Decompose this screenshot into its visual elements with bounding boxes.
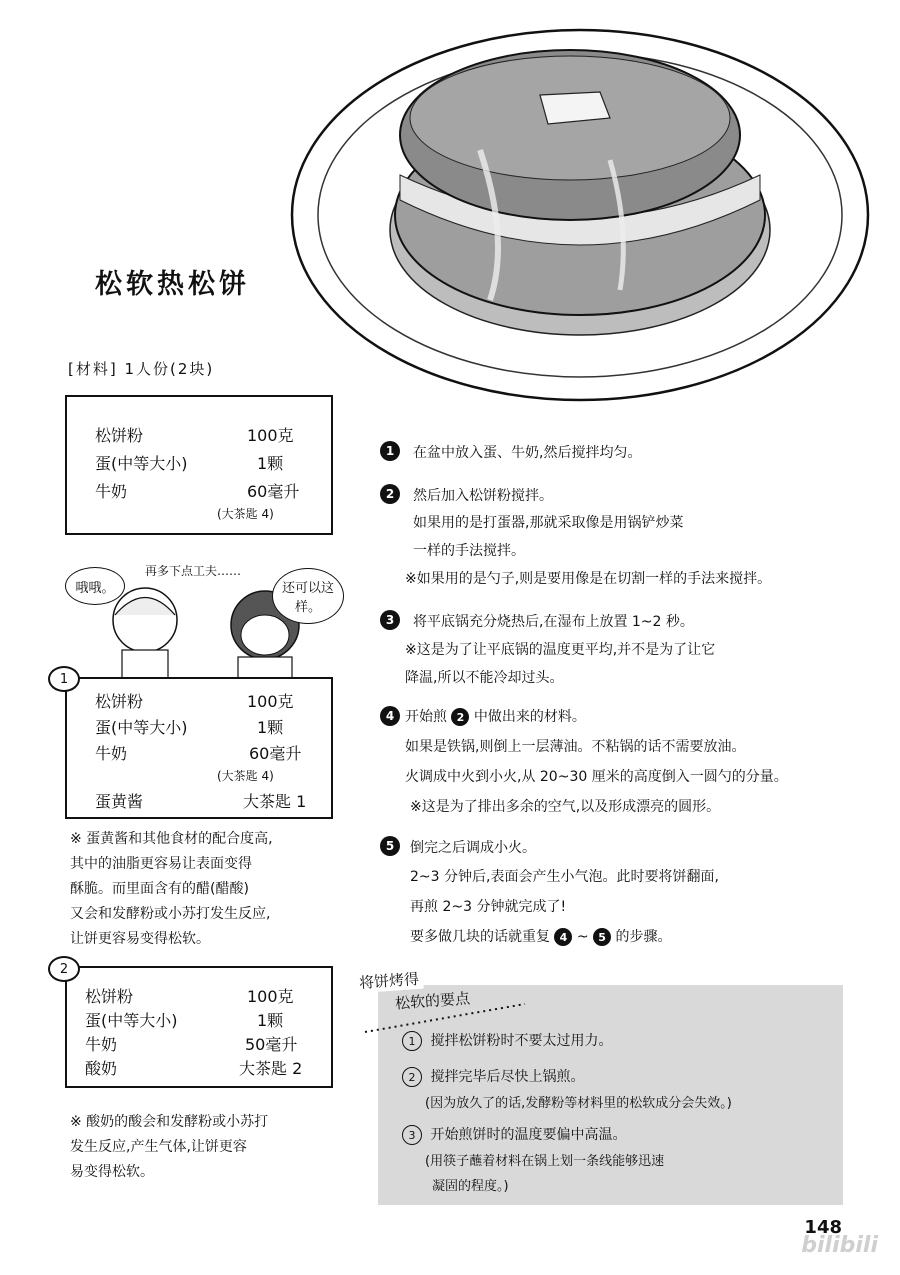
step-3-number: 3 bbox=[380, 610, 400, 630]
ingredient-name: 松饼粉 bbox=[95, 692, 144, 711]
step-2-text: 然后加入松饼粉搅拌。 bbox=[413, 488, 553, 504]
step-2-note: ※如果用的是勺子,则是要用像是在切割一样的手法来搅拌。 bbox=[405, 571, 772, 587]
step-4-number: 4 bbox=[380, 706, 400, 726]
tip-3 bbox=[402, 1124, 626, 1145]
step-5-line bbox=[410, 926, 672, 946]
ingredient-name: 牛奶 bbox=[95, 744, 128, 763]
ingredient-qty: 100克 bbox=[247, 426, 294, 445]
ingredient-name: 牛奶 bbox=[85, 1035, 118, 1054]
ingredient-name: 牛奶 bbox=[95, 482, 128, 501]
ingredient-sub: (大茶匙 4) bbox=[217, 507, 274, 521]
note-line: 易变得松软。 bbox=[70, 1164, 154, 1180]
variation-1-box bbox=[65, 677, 333, 819]
step-5-number: 5 bbox=[380, 836, 400, 856]
ingredient-qty: 100克 bbox=[247, 692, 294, 711]
watermark-logo: bilibili bbox=[801, 1233, 878, 1258]
step-5-tilde: ~ bbox=[576, 929, 589, 945]
step-4-text-tail: 中做出来的材料。 bbox=[473, 709, 586, 725]
note-line: 让饼更容易变得松软。 bbox=[70, 931, 210, 947]
variation-2-badge: 2 bbox=[48, 956, 80, 982]
note-line: 其中的油脂更容易让表面变得 bbox=[70, 856, 252, 872]
step-5-text: 要多做几块的话就重复 bbox=[410, 929, 550, 945]
step-3-note: ※这是为了让平底锅的温度更平均,并不是为了让它 bbox=[405, 642, 716, 658]
step-4-text: 如果是铁锅,则倒上一层薄油。不粘锅的话不需要放油。 bbox=[405, 739, 746, 755]
page-number: 148 bbox=[804, 1217, 842, 1238]
note-1 bbox=[70, 827, 345, 952]
pancake-illustration bbox=[280, 0, 890, 420]
tips-heading-line2: 松软的要点 bbox=[394, 989, 471, 1013]
ingredient-qty: 50毫升 bbox=[245, 1035, 298, 1054]
step-2-text: 如果用的是打蛋器,那就采取像是用锅铲炒菜 bbox=[413, 515, 684, 531]
step-4-text: 开始煎 bbox=[405, 709, 447, 725]
step-4-line bbox=[405, 706, 586, 726]
ingredient-qty: 1颗 bbox=[257, 454, 284, 473]
ingredient-name: 酸奶 bbox=[85, 1059, 118, 1078]
variation-2-box bbox=[65, 966, 333, 1088]
step-1-number: 1 bbox=[380, 441, 400, 461]
serving-label: [材料] 1人份(2块) bbox=[68, 360, 215, 378]
step-2-text: 一样的手法搅拌。 bbox=[413, 543, 525, 559]
ingredient-name: 蛋黄酱 bbox=[95, 792, 144, 811]
ingredient-name: 蛋(中等大小) bbox=[95, 454, 188, 473]
tip-text: 搅拌松饼粉时不要太过用力。 bbox=[430, 1033, 613, 1049]
step-3-note: 降温,所以不能冷却过头。 bbox=[405, 670, 564, 686]
note-2 bbox=[70, 1110, 345, 1185]
step-1-text: 在盆中放入蛋、牛奶,然后搅拌均匀。 bbox=[413, 445, 642, 461]
ingredient-qty: 大茶匙 2 bbox=[239, 1059, 303, 1078]
note-line: 酥脆。而里面含有的醋(醋酸) bbox=[70, 881, 249, 897]
ingredient-qty: 100克 bbox=[247, 987, 294, 1006]
tip-3-sub: 凝固的程度。) bbox=[432, 1179, 509, 1194]
ingredient-name: 蛋(中等大小) bbox=[95, 718, 188, 737]
tip-number: 3 bbox=[402, 1125, 422, 1145]
tip-text: 开始煎饼时的温度要偏中高温。 bbox=[430, 1127, 627, 1143]
step-4-note: ※这是为了排出多余的空气,以及形成漂亮的圆形。 bbox=[410, 799, 721, 815]
ingredient-name: 蛋(中等大小) bbox=[85, 1011, 178, 1030]
speech-bubble-text: 哦哦。 bbox=[75, 580, 115, 596]
ingredient-qty: 1颗 bbox=[257, 718, 284, 737]
note-line: 发生反应,产生气体,让饼更容 bbox=[70, 1139, 247, 1155]
ingredients-box bbox=[65, 395, 333, 535]
tip-1 bbox=[402, 1030, 612, 1051]
speech-bubble-left bbox=[65, 567, 125, 605]
note-line: 又会和发酵粉或小苏打发生反应, bbox=[70, 906, 271, 922]
step-ref-badge: 2 bbox=[451, 708, 469, 726]
ingredient-sub: (大茶匙 4) bbox=[217, 769, 274, 783]
tip-text: 搅拌完毕后尽快上锅煎。 bbox=[430, 1069, 585, 1085]
step-5-text: 2~3 分钟后,表面会产生小气泡。此时要将饼翻面, bbox=[410, 869, 719, 885]
tips-heading-line1: 将饼烤得 bbox=[354, 968, 423, 994]
ingredient-qty: 60毫升 bbox=[249, 744, 302, 763]
ingredient-name: 松饼粉 bbox=[85, 987, 134, 1006]
ingredient-name: 松饼粉 bbox=[95, 426, 144, 445]
step-4-text: 火调成中火到小火,从 20~30 厘米的高度倒入一圆勺的分量。 bbox=[405, 769, 788, 785]
variation-1-badge: 1 bbox=[48, 666, 80, 692]
ingredient-qty: 1颗 bbox=[257, 1011, 284, 1030]
speech-bubble-right bbox=[272, 568, 344, 624]
tip-number: 1 bbox=[402, 1031, 422, 1051]
step-5-text: 倒完之后调成小火。 bbox=[410, 840, 536, 856]
ingredient-qty: 大茶匙 1 bbox=[243, 792, 307, 811]
step-ref-badge: 4 bbox=[554, 928, 572, 946]
recipe-title: 松软热松饼 bbox=[95, 269, 250, 300]
tip-2-sub: (因为放久了的话,发酵粉等材料里的松软成分会失效。) bbox=[425, 1096, 732, 1111]
tip-number: 2 bbox=[402, 1067, 422, 1087]
tip-3-sub: (用筷子蘸着材料在锅上划一条线能够迅速 bbox=[425, 1154, 665, 1169]
chibi-middle-text: 再多下点工夫…… bbox=[145, 564, 242, 578]
step-ref-badge: 5 bbox=[593, 928, 611, 946]
step-2-number: 2 bbox=[380, 484, 400, 504]
step-3-text: 将平底锅充分烧热后,在湿布上放置 1~2 秒。 bbox=[413, 614, 694, 630]
ingredient-qty: 60毫升 bbox=[247, 482, 300, 501]
note-line: ※ 蛋黄酱和其他食材的配合度高, bbox=[70, 831, 273, 847]
note-line: ※ 酸奶的酸会和发酵粉或小苏打 bbox=[70, 1114, 269, 1130]
speech-bubble-text: 还可以这样。 bbox=[281, 581, 334, 615]
step-5-text-tail: 的步骤。 bbox=[615, 929, 672, 945]
tip-2 bbox=[402, 1066, 584, 1087]
step-5-text: 再煎 2~3 分钟就完成了! bbox=[410, 899, 567, 915]
